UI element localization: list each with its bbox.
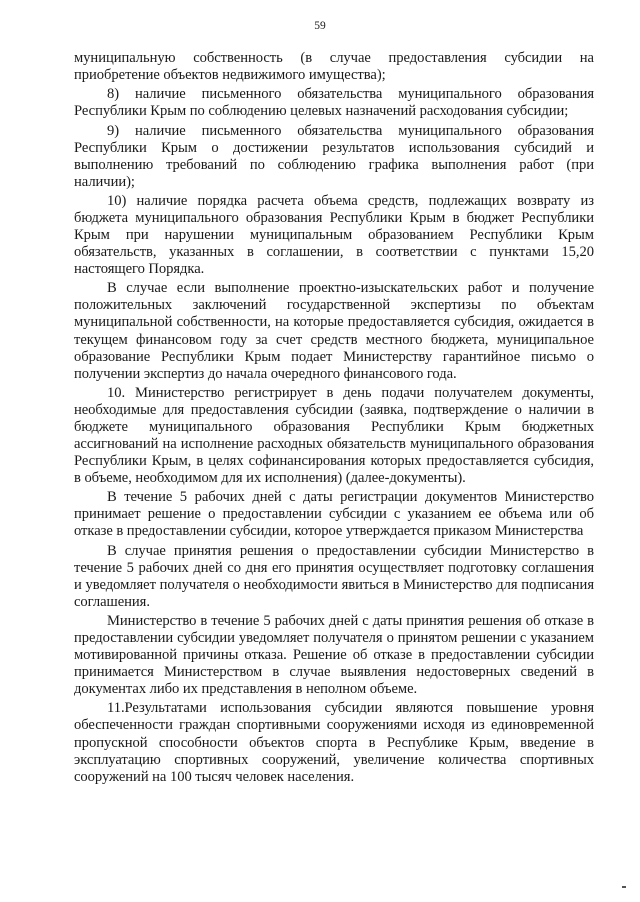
paragraph-section-10: 10. Министерство регистрирует в день подачи получателем документы, необходимые для предоставления субсидии (заявка, подтверждение о наличии в бюджете муниципального образования Республики Крым бюджетных ассигнований на исполнение расходных обязательств муниципального образования Республики Крым, в целях софинансирования которых предоставляется субсидия, в объеме, необходимом для их исполнения) (далее-документы).	[74, 384, 594, 487]
paragraph-refusal: Министерство в течение 5 рабочих дней с даты принятия решения об отказе в предоставлении субсидии уведомляет получателя о принятом решении с указанием мотивированной причины отказа. Решение об отказе в предоставлении субсидии принимается Министерством в случае выявления недостоверных сведений в документах либо их представления в неполном объеме.	[74, 613, 594, 698]
paragraph-item-9: 9) наличие письменного обязательства муниципального образования Республики Крым о достижении результатов использования субсидий и выполнению требований по соблюдению графика выполнения работ (при наличии);	[74, 122, 594, 190]
paragraph-section-11: 11.Результатами использования субсидии являются повышение уровня обеспеченности граждан спортивными сооружениями исходя из единовременной пропускной способности объектов спорта в Республике Крым, введение в эксплуатацию спортивных сооружений, увеличение количества спортивных сооружений на 100 тысяч человек населения.	[74, 700, 594, 785]
page-number: 59	[314, 20, 326, 32]
paragraph-agreement: В случае принятия решения о предоставлении субсидии Министерство в течение 5 рабочих дней со дня его принятия осуществляет подготовку соглашения и уведомляет получателя о необходимости явиться в Министерство для подписания соглашения.	[74, 542, 594, 610]
document-body	[74, 50, 594, 788]
paragraph-decision-term: В течение 5 рабочих дней с даты регистрации документов Министерство принимает решение о предоставлении субсидии с указанием ее объема или об отказе в предоставлении субсидии, которое утверждается приказом Министерства	[74, 489, 594, 540]
scan-mark	[622, 886, 626, 888]
paragraph-item-10: 10) наличие порядка расчета объема средств, подлежащих возврату из бюджета муниципального образования Республики Крым в бюджет Республики Крым при нарушении муниципальным образованием Республики Крым обязательств, указанных в соглашении, в соответствии с пунктами 15,20 настоящего Порядка.	[74, 192, 594, 278]
paragraph-continuation: муниципальную собственность (в случае предоставления субсидии на приобретение объектов недвижимого имущества);	[74, 50, 594, 84]
paragraph-design-works: В случае если выполнение проектно-изыскательских работ и получение положительных заключений государственной экспертизы по объектам муниципальной собственности, на которые предоставляется субсидия, ожидается в текущем финансовом году за счет средств местного бюджета, муниципальное образование Республики Крым подает Министерству гарантийное письмо о получении экспертиз до начала очередного финансового года.	[74, 280, 594, 382]
paragraph-item-8: 8) наличие письменного обязательства муниципального образования Республики Крым по соблюдению целевых назначений расходования субсидии;	[74, 86, 594, 120]
